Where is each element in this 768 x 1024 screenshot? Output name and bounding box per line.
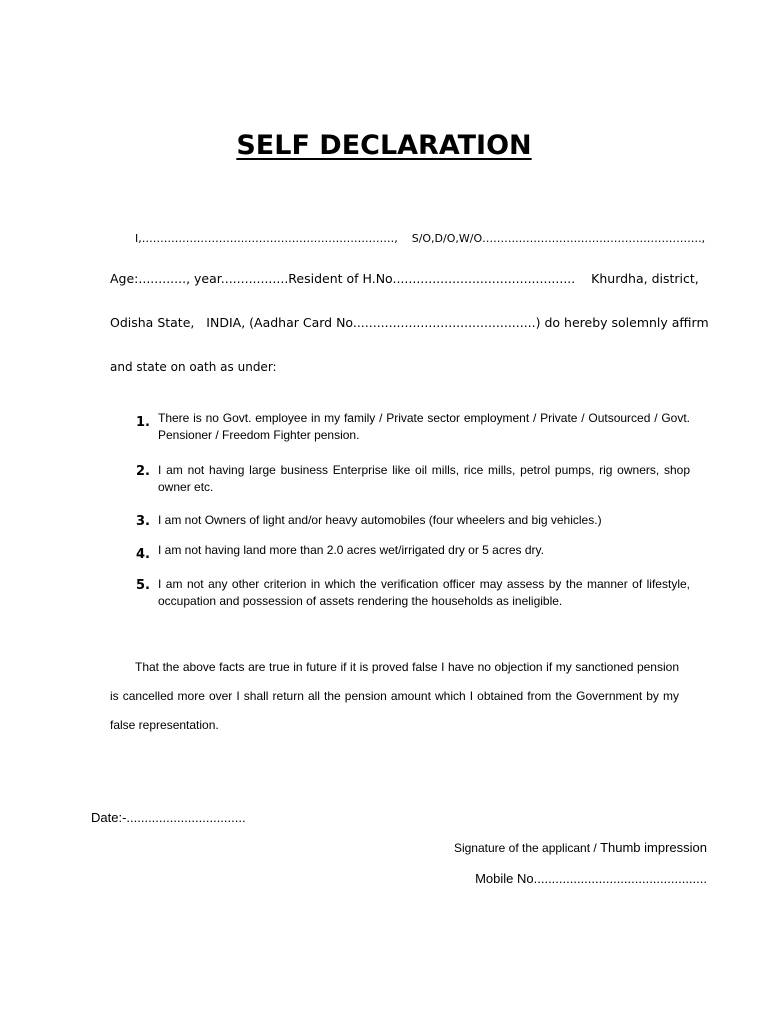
name-relation-line: I,………………………..……………….…………………, S/O,D/O,W/O……….…………….……………………………., [135, 232, 706, 245]
list-item-text: I am not having large business Enterprise like oil mills, rice mills, petrol pumps, rig owners, shop owner etc. [158, 463, 690, 494]
closing-paragraph: That the above facts are true in future if it is proved false I have no objection if my sanctioned pension is cancelled more over I shall return all the pension amount which I obtained from the Government by my false representation. [110, 660, 679, 732]
list-item-text: I am not Owners of light and/or heavy automobiles (four wheelers and big vehicles.) [158, 513, 602, 527]
oath-intro-line: and state on oath as under: [110, 360, 277, 374]
mobile-line: Mobile No................................................ [475, 871, 707, 886]
list-item-number: 2. [136, 464, 150, 479]
state-aadhar-line: Odisha State, INDIA, (Aadhar Card No..............................................) do hereby solemnly affirm [110, 315, 709, 330]
date-line: Date:-................................. [91, 810, 246, 825]
list-item-number: 1. [136, 415, 150, 430]
list-item-number: 4. [136, 547, 150, 562]
list-item [130, 576, 690, 610]
thumb-impression-label: Thumb impression [600, 840, 707, 855]
list-item-number: 5. [136, 578, 150, 593]
list-item-text: I am not having land more than 2.0 acres wet/irrigated dry or 5 acres dry. [158, 543, 544, 557]
list-item [130, 542, 690, 562]
list-item [130, 512, 690, 529]
list-item [130, 410, 690, 444]
age-residence-line: Age:............, year.................Resident of H.No.............................................. Khurdha, district, [110, 271, 699, 286]
list-item-text: I am not any other criterion in which the verification officer may assess by the manner of lifestyle, occupation and possession of assets rendering the households as ineligible. [158, 577, 690, 608]
page-title: SELF DECLARATION [236, 130, 532, 161]
signature-line [454, 840, 707, 855]
list-item-text: There is no Govt. employee in my family / Private sector employment / Private / Outsourced / Govt. Pensioner / Freedom Fighter pension. [158, 411, 690, 442]
list-item-number: 3. [136, 514, 150, 529]
list-item [130, 462, 690, 496]
signature-label: Signature of the applicant / [453, 841, 601, 855]
